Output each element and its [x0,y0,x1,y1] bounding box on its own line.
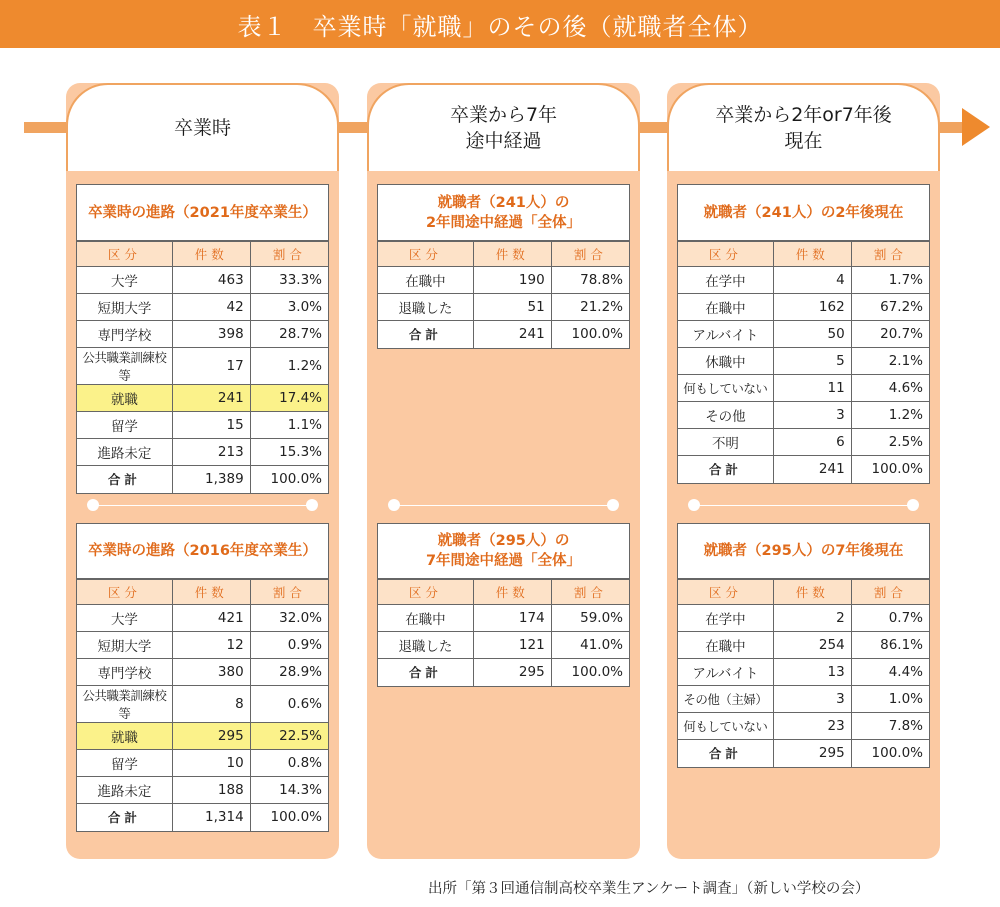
table-header-row [378,242,629,267]
table-row [678,713,929,740]
column-header-label: 卒業から7年 [449,104,558,126]
cell-label: 在職中 [678,294,773,321]
header-count: 件数 [473,580,551,605]
header-category: 区分 [678,580,773,605]
column-header-current [667,83,940,171]
table-295-current [678,579,929,767]
total-ratio: 100.0% [250,466,328,493]
cell-count: 11 [773,375,851,402]
cell-count: 3 [773,686,851,713]
table-header-row [77,580,328,605]
panel-title: 就職者（241人）の2年後現在 [678,185,929,241]
separator-dot-icon [87,499,99,511]
cell-count: 50 [773,321,851,348]
panel-title-line: 2年間途中経過「全体」 [425,214,582,231]
cell-ratio: 59.0% [551,605,629,632]
panel-295-midway [377,523,630,687]
table-row [77,750,328,777]
cell-ratio: 15.3% [250,439,328,466]
total-count: 1,314 [172,804,250,831]
cell-ratio: 67.2% [851,294,929,321]
header-ratio: 割合 [851,242,929,267]
cell-count: 4 [773,267,851,294]
panel-241-current [677,184,930,484]
cell-count: 188 [172,777,250,804]
cell-count: 241 [172,385,250,412]
cell-count: 463 [172,267,250,294]
total-label: 合計 [678,740,773,767]
total-label: 合計 [378,659,473,686]
cell-label: その他 [678,402,773,429]
cell-label: 休職中 [678,348,773,375]
table-header-row [77,242,328,267]
separator-dot-icon [306,499,318,511]
header-category: 区分 [77,242,172,267]
header-category: 区分 [77,580,172,605]
cell-label: 何もしていない [678,713,773,740]
cell-ratio: 28.9% [250,659,328,686]
table-row [678,267,929,294]
cell-label: 進路未定 [77,777,172,804]
panel-241-midway [377,184,630,349]
cell-label: アルバイト [678,321,773,348]
column-header-midway [367,83,640,171]
cell-label: 在学中 [678,267,773,294]
cell-label: 専門学校 [77,321,172,348]
cell-label: 短期大学 [77,294,172,321]
cell-ratio: 78.8% [551,267,629,294]
total-label: 合計 [678,456,773,483]
header-ratio: 割合 [551,580,629,605]
table-row [77,412,328,439]
panel-title-line: 就職者（295人）の [437,533,570,549]
header-category: 区分 [378,242,473,267]
cell-label: 不明 [678,429,773,456]
cell-count: 380 [172,659,250,686]
cell-ratio: 33.3% [250,267,328,294]
cell-ratio: 86.1% [851,632,929,659]
table-total-row [678,740,929,767]
table-total-row [378,321,629,348]
table-row [378,267,629,294]
header-count: 件数 [773,580,851,605]
table-row [77,659,328,686]
column-header-graduation [66,83,339,171]
cell-label: アルバイト [678,659,773,686]
header-category: 区分 [678,242,773,267]
table-row [77,686,328,723]
column-header-label: 卒業時 [173,117,231,139]
cell-label: 公共職業訓練校等 [77,686,172,723]
table-header-row [678,242,929,267]
cell-ratio: 14.3% [250,777,328,804]
cell-count: 213 [172,439,250,466]
table-row [678,321,929,348]
table-2021-career [77,241,328,493]
table-row-highlighted [77,385,328,412]
panel-title [378,185,629,241]
cell-label: その他（主婦） [678,686,773,713]
separator-line [93,505,312,506]
table-row [678,348,929,375]
cell-label: 大学 [77,605,172,632]
header-count: 件数 [172,242,250,267]
table-row [378,632,629,659]
table-row-highlighted [77,723,328,750]
panel-295-current [677,523,930,768]
header-ratio: 割合 [250,242,328,267]
cell-count: 254 [773,632,851,659]
cell-ratio: 4.4% [851,659,929,686]
panel-title: 卒業時の進路（2016年度卒業生） [77,524,328,579]
panel-title: 卒業時の進路（2021年度卒業生） [77,185,328,241]
cell-ratio: 28.7% [250,321,328,348]
column-header-sublabel: 現在 [784,130,823,152]
cell-label: 留学 [77,412,172,439]
table-row [678,294,929,321]
source-citation: 出所「第３回通信制高校卒業生アンケート調査」（新しい学校の会） [428,881,870,897]
table-row [77,294,328,321]
panel-2021-career [76,184,329,494]
cell-ratio: 0.6% [250,686,328,723]
cell-ratio: 4.6% [851,375,929,402]
table-241-current [678,241,929,483]
cell-ratio: 21.2% [551,294,629,321]
table-row [77,267,328,294]
header-count: 件数 [773,242,851,267]
cell-label: 在職中 [378,267,473,294]
table-row [378,605,629,632]
cell-label: 退職した [378,632,473,659]
timeline-arrow-head-icon [962,108,990,146]
cell-ratio: 2.1% [851,348,929,375]
table-total-row [77,466,328,493]
panel-title [378,524,629,579]
table-295-midway [378,579,629,686]
cell-count: 17 [172,348,250,385]
column-header-label: 卒業から2年or7年後 [715,104,892,126]
cell-count: 162 [773,294,851,321]
table-row [678,429,929,456]
cell-count: 121 [473,632,551,659]
cell-count: 23 [773,713,851,740]
column-current [667,83,940,859]
table-row [77,439,328,466]
table-header-row [678,580,929,605]
cell-count: 398 [172,321,250,348]
cell-count: 2 [773,605,851,632]
cell-ratio: 1.2% [250,348,328,385]
total-count: 241 [773,456,851,483]
table-row [678,375,929,402]
total-ratio: 100.0% [851,456,929,483]
total-count: 295 [473,659,551,686]
cell-count: 190 [473,267,551,294]
separator-dot-icon [388,499,400,511]
cell-ratio: 1.0% [851,686,929,713]
cell-count: 421 [172,605,250,632]
header-count: 件数 [172,580,250,605]
table-row [678,686,929,713]
header-count: 件数 [473,242,551,267]
separator-line [694,505,913,506]
cell-ratio: 7.8% [851,713,929,740]
cell-label: 公共職業訓練校等 [77,348,172,385]
cell-ratio: 32.0% [250,605,328,632]
cell-label: 就職 [77,385,172,412]
table-row [77,348,328,385]
cell-count: 12 [172,632,250,659]
separator-dot-icon [688,499,700,511]
total-label: 合計 [77,804,172,831]
total-count: 241 [473,321,551,348]
cell-ratio: 20.7% [851,321,929,348]
cell-ratio: 41.0% [551,632,629,659]
total-label: 合計 [378,321,473,348]
panel-2016-career [76,523,329,832]
total-ratio: 100.0% [250,804,328,831]
table-total-row [678,456,929,483]
table-row [378,294,629,321]
cell-ratio: 3.0% [250,294,328,321]
cell-count: 10 [172,750,250,777]
total-label: 合計 [77,466,172,493]
total-ratio: 100.0% [851,740,929,767]
cell-label: 在職中 [378,605,473,632]
cell-ratio: 17.4% [250,385,328,412]
cell-count: 15 [172,412,250,439]
cell-count: 3 [773,402,851,429]
cell-label: 進路未定 [77,439,172,466]
cell-ratio: 0.9% [250,632,328,659]
cell-label: 大学 [77,267,172,294]
header-ratio: 割合 [551,242,629,267]
separator-dot-icon [607,499,619,511]
table-row [77,321,328,348]
panel-title-line: 就職者（241人）の [437,194,570,211]
cell-ratio: 1.7% [851,267,929,294]
cell-count: 51 [473,294,551,321]
panel-title: 就職者（295人）の7年後現在 [678,524,929,579]
cell-label: 在職中 [678,632,773,659]
column-header-sublabel: 途中経過 [465,130,542,152]
cell-ratio: 2.5% [851,429,929,456]
separator-dot-icon [907,499,919,511]
table-total-row [378,659,629,686]
column-midway [367,83,640,859]
table-row [678,402,929,429]
table-row [678,659,929,686]
cell-label: 就職 [77,723,172,750]
cell-label: 留学 [77,750,172,777]
table-row [77,605,328,632]
page-title: 表１ 卒業時「就職」のその後（就職者全体） [0,0,1000,48]
total-ratio: 100.0% [551,321,629,348]
cell-count: 295 [172,723,250,750]
cell-label: 退職した [378,294,473,321]
table-2016-career [77,579,328,831]
cell-count: 6 [773,429,851,456]
header-ratio: 割合 [851,580,929,605]
cell-ratio: 1.2% [851,402,929,429]
cell-count: 174 [473,605,551,632]
table-total-row [77,804,328,831]
table-241-midway [378,241,629,348]
cell-count: 8 [172,686,250,723]
panel-title-line: 7年間途中経過「全体」 [425,553,582,569]
table-row [77,632,328,659]
cell-label: 専門学校 [77,659,172,686]
total-count: 295 [773,740,851,767]
total-ratio: 100.0% [551,659,629,686]
cell-label: 在学中 [678,605,773,632]
header-ratio: 割合 [250,580,328,605]
table-row [678,632,929,659]
cell-count: 13 [773,659,851,686]
column-graduation [66,83,339,859]
cell-count: 42 [172,294,250,321]
table-row [678,605,929,632]
cell-ratio: 0.8% [250,750,328,777]
header-category: 区分 [378,580,473,605]
cell-ratio: 1.1% [250,412,328,439]
separator-line [394,505,613,506]
table-header-row [378,580,629,605]
total-count: 1,389 [172,466,250,493]
cell-ratio: 0.7% [851,605,929,632]
cell-ratio: 22.5% [250,723,328,750]
cell-label: 短期大学 [77,632,172,659]
cell-count: 5 [773,348,851,375]
cell-label: 何もしていない [678,375,773,402]
table-row [77,777,328,804]
